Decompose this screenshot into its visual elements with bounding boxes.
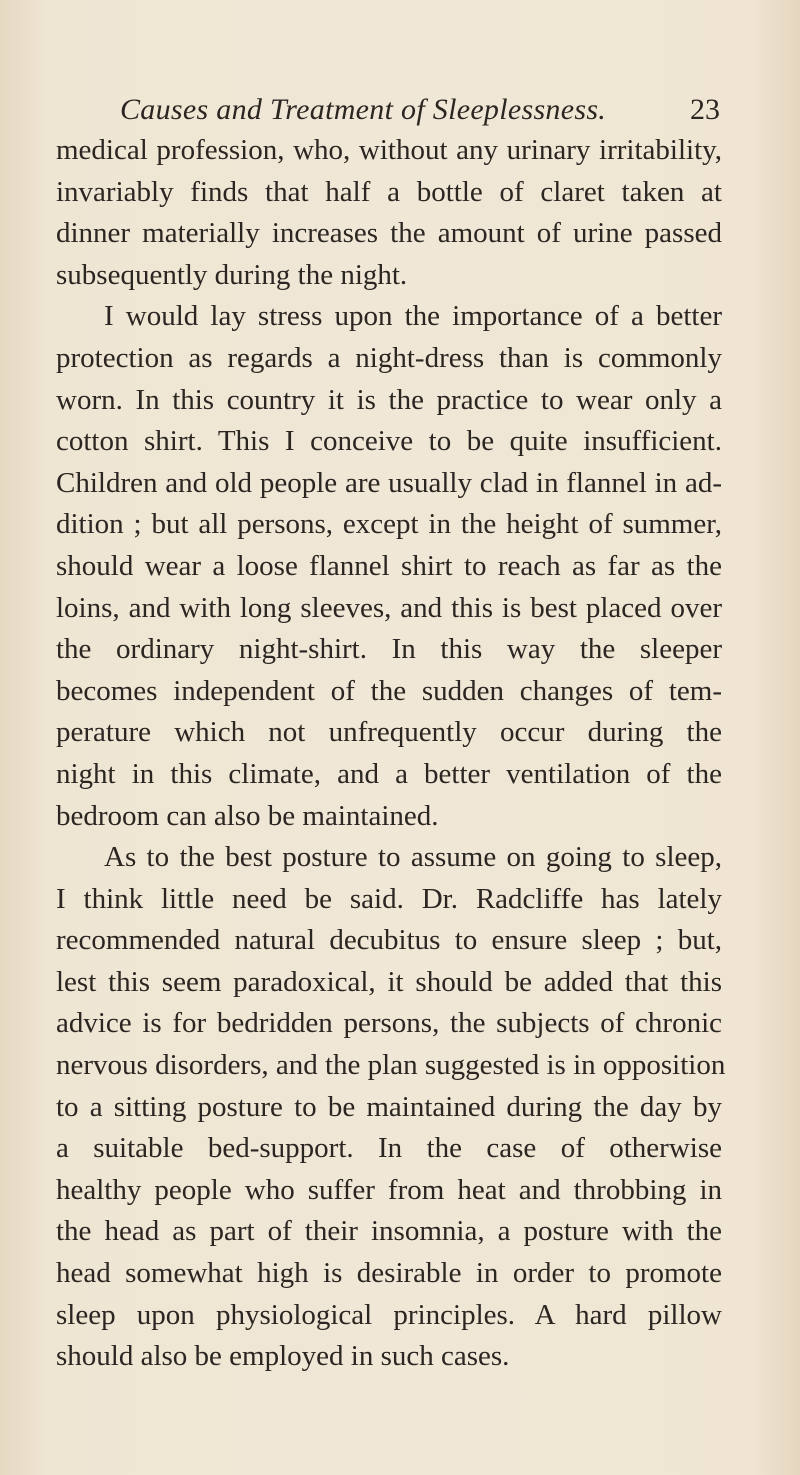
text-line: head somewhat high is desirable in order to promote: [56, 1257, 722, 1290]
text-line: perature which not unfrequently occur during the: [56, 716, 722, 749]
text-line: I would lay stress upon the importance of a better: [104, 300, 722, 333]
text-line: loins, and with long sleeves, and this is best placed over: [56, 591, 722, 624]
text-line: subsequently during the night.: [56, 258, 408, 291]
page-number: 23: [690, 93, 720, 126]
text-line: As to the best posture to assume on going to sleep,: [104, 841, 722, 874]
text-line: the head as part of their insomnia, a posture with the: [56, 1215, 722, 1248]
text-line: advice is for bedridden persons, the subjects of chronic: [56, 1007, 722, 1040]
text-line: becomes independent of the sudden changes of tem-: [56, 674, 722, 707]
text-line: the ordinary night-shirt. In this way the sleeper: [56, 633, 722, 666]
text-line: Children and old people are usually clad in flannel in ad-: [56, 466, 722, 499]
running-head: [120, 93, 720, 133]
body-text: [56, 130, 726, 1378]
text-line: night in this climate, and a better ventilation of the: [56, 757, 722, 790]
text-line: cotton shirt. This I conceive to be quite insufficient.: [56, 425, 722, 458]
text-line: worn. In this country it is the practice to wear only a: [56, 383, 722, 416]
text-line: to a sitting posture to be maintained during the day by: [56, 1090, 722, 1123]
text-line: should wear a loose flannel shirt to reach as far as the: [56, 549, 722, 582]
text-line: recommended natural decubitus to ensure sleep ; but,: [56, 924, 722, 957]
text-line: dition ; but all persons, except in the height of summer,: [56, 508, 722, 541]
text-line: invariably finds that half a bottle of claret taken at: [56, 175, 722, 208]
text-line: I think little need be said. Dr. Radcliffe has lately: [56, 882, 722, 915]
text-line: bedroom can also be maintained.: [56, 799, 439, 832]
text-line: dinner materially increases the amount of urine passed: [56, 217, 722, 250]
text-line: a suitable bed-support. In the case of otherwise: [56, 1132, 722, 1165]
text-line: lest this seem paradoxical, it should be added that this: [56, 965, 722, 998]
running-title: Causes and Treatment of Sleeplessness.: [120, 93, 607, 126]
text-line: medical profession, who, without any urinary irritability,: [56, 134, 722, 166]
text-line: protection as regards a night-dress than is commonly: [56, 341, 722, 374]
text-line: healthy people who suffer from heat and throbbing in: [56, 1173, 722, 1206]
text-line: nervous disorders, and the plan suggested is in opposition: [56, 1049, 726, 1082]
text-line: should also be employed in such cases.: [56, 1340, 510, 1373]
text-line: sleep upon physiological principles. A hard pillow: [56, 1298, 722, 1331]
